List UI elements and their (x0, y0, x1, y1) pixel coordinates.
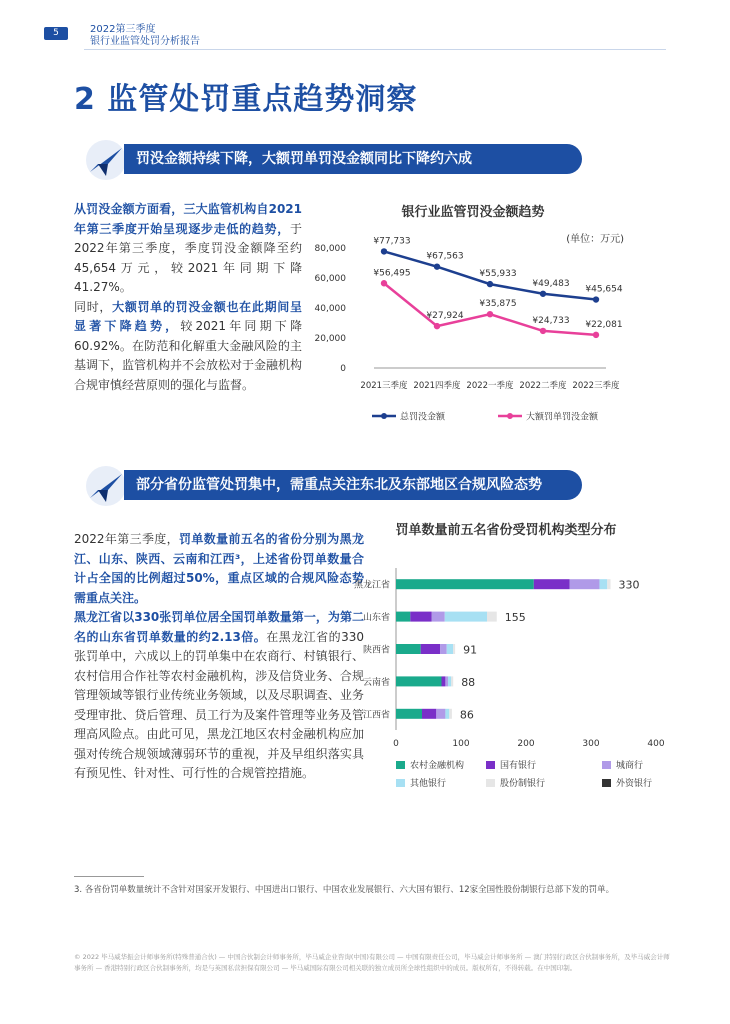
paragraph-1 (74, 200, 302, 395)
y-tick-label: 20,000 (314, 334, 346, 344)
page-number: 5 (44, 27, 68, 40)
bar-segment (607, 579, 610, 589)
paragraph-1-text-a: 于2022年第三季度，季度罚没金额降至约45,654万元，较2021年同期下降41.27%。 (74, 221, 302, 294)
data-label: ¥55,933 (479, 269, 517, 280)
bar-total-label: 155 (504, 611, 526, 625)
y-tick-label: 黑龙江省 (353, 580, 390, 591)
copyright-disclaimer: © 2022 毕马威华振会计师事务所(特殊普通合伙) — 中国合伙制会计师事务所，毕马威企业咨询(中国)有限公司 — 中国有限责任公司，毕马威会计师事务所 — 澳门特别行政区合伙制事务所，及毕马威会计师事务所 — 香港特别行政区合伙制事务所，均是与英国私营担保有限公司 — 毕马威国际有限公司相关联的独立成员所全球性组织中的成员。版权所有，不得转载。在中国印制。 (74, 953, 670, 972)
data-label: ¥49,483 (532, 278, 570, 289)
data-label: ¥24,733 (532, 315, 570, 326)
x-tick-label: 2022三季度 (572, 381, 620, 391)
bar-segment (442, 676, 446, 686)
bar-segment (432, 612, 445, 622)
bar-total-label: 91 (463, 643, 478, 657)
bar-segment (396, 676, 442, 686)
y-tick-label: 山东省 (362, 613, 390, 624)
legend-label: 大额罚单罚没金额 (526, 412, 599, 423)
data-point (487, 281, 493, 287)
y-tick-label: 0 (340, 364, 346, 374)
legend-label: 股份制银行 (500, 779, 546, 789)
bar-segment (410, 612, 431, 622)
x-tick-label: 300 (582, 739, 600, 749)
data-label: ¥56,495 (373, 268, 411, 279)
compass-arrow-icon (86, 468, 126, 506)
bar-segment (451, 676, 453, 686)
x-tick-label: 0 (393, 739, 399, 749)
bar-segment (396, 579, 534, 589)
x-tick-label: 400 (647, 739, 665, 749)
bar-segment (599, 579, 607, 589)
bar-segment (445, 676, 448, 686)
paragraph-1-bold-a: 从罚没金额方面看，三大监管机构自2021年第三季度开始呈现逐步走低的趋势， (74, 202, 302, 236)
y-tick-label: 60,000 (314, 274, 346, 284)
bar-segment (436, 709, 445, 719)
banner-1: 罚没金额持续下降，大额罚单罚没金额同比下降约六成 (124, 144, 582, 174)
paragraph-2-text-b: 在黑龙江省的330张罚单中，六成以上的罚单集中在农商行、村镇银行、农村信用合作社等农村金融机构，涉及信贷业务、合规管理领域等银行业传统业务领域，以及尽职调查、业务受理审批、贷后管理、员工行为及案件管理等业务及管理高风险点。由此可见，黑龙江地区农村金融机构应加强对传统合规领域薄弱环节的重视，并及早组织落实具有预见性、针对性、可行性的合规管控措施。 (74, 629, 365, 780)
legend-swatch (396, 761, 405, 769)
data-label: ¥77,733 (373, 236, 411, 247)
bar-chart-province-distribution (336, 518, 676, 800)
data-point (381, 280, 387, 286)
footnote-divider (74, 876, 144, 877)
data-point (593, 332, 599, 338)
bar-segment (448, 676, 451, 686)
line-chart-penalty-trend (308, 200, 638, 432)
footnote: 3. 各省份罚单数量统计不含针对国家开发银行、中国进出口银行、中国农业发展银行、六大国有银行、12家全国性股份制银行总部下发的罚单。 (74, 885, 615, 895)
y-tick-label: 陕西省 (362, 645, 390, 656)
data-point (593, 296, 599, 302)
chart-title: 银行业监管罚没金额趋势 (401, 205, 545, 220)
bar-segment (445, 709, 449, 719)
x-tick-label: 2021三季度 (360, 381, 408, 391)
data-point (434, 323, 440, 329)
legend-swatch (486, 761, 495, 769)
paragraph-1-text-c: 较2021年同期下降60.92%。在防范和化解重大金融风险的主基调下，监管机构并不会放松对于金融机构合规审慎经营原则的强化与监督。 (74, 319, 303, 392)
data-label: ¥22,081 (585, 319, 623, 330)
report-header (90, 24, 200, 48)
banner-2: 部分省份监管处罚集中，需重点关注东北及东部地区合规风险态势 (124, 470, 582, 500)
x-tick-label: 2021四季度 (413, 381, 461, 391)
data-label: ¥27,924 (426, 311, 464, 322)
y-tick-label: 江西省 (362, 710, 390, 721)
paragraph-2-text-a: 2022年第三季度， (74, 532, 180, 546)
paragraph-2-bold-a: 罚单数量前五名的省份分别为黑龙江、山东、陕西、云南和江西³，上述省份罚单数量合计占全国的比例超过50%，重点区域的合规风险态势需重点关注。 (74, 532, 364, 605)
legend-label: 国有银行 (500, 761, 537, 771)
paragraph-1-bold-b: 大额罚单的罚没金额也在此期间呈显著下降趋势， (74, 299, 302, 333)
data-label: ¥67,563 (426, 251, 464, 262)
bar-segment (570, 579, 600, 589)
legend-swatch (602, 779, 611, 787)
data-point (540, 291, 546, 297)
data-point (540, 328, 546, 334)
paragraph-2-bold-b: 黑龙江省以330张罚单位居全国罚单数量第一，为第二名的山东省罚单数量的约2.13倍。 (74, 610, 364, 644)
bar-segment (453, 644, 455, 654)
bar-segment (440, 644, 447, 654)
bar-segment (445, 612, 487, 622)
chart-title: 罚单数量前五名省份受罚机构类型分布 (395, 523, 617, 538)
y-tick-label: 云南省 (362, 677, 390, 688)
report-period: 2022第三季度 (90, 24, 156, 35)
bar-total-label: 88 (461, 675, 476, 689)
bar-segment (534, 579, 570, 589)
x-tick-label: 2022一季度 (466, 381, 514, 391)
x-tick-label: 200 (517, 739, 535, 749)
chart-unit-label: (单位：万元) (566, 234, 624, 245)
legend-marker (507, 413, 513, 419)
legend-label: 其他银行 (410, 779, 447, 789)
header-divider (84, 49, 666, 50)
data-point (434, 263, 440, 269)
bar-segment (396, 644, 421, 654)
legend-label: 城商行 (616, 761, 644, 771)
legend-swatch (396, 779, 405, 787)
bar-segment (396, 612, 410, 622)
bar-segment (449, 709, 452, 719)
paragraph-2 (74, 530, 364, 784)
x-tick-label: 2022二季度 (519, 381, 567, 391)
bar-segment (447, 644, 454, 654)
y-tick-label: 40,000 (314, 304, 346, 314)
legend-swatch (486, 779, 495, 787)
data-label: ¥35,875 (479, 299, 517, 310)
legend-marker (381, 413, 387, 419)
x-tick-label: 100 (452, 739, 470, 749)
bar-segment (422, 709, 436, 719)
data-point (487, 311, 493, 317)
compass-arrow-icon (86, 142, 126, 180)
bar-segment (421, 644, 441, 654)
legend-swatch (602, 761, 611, 769)
legend-label: 外资银行 (616, 779, 653, 789)
legend-label: 总罚没金额 (400, 412, 446, 423)
legend-label: 农村金融机构 (410, 761, 465, 771)
bar-total-label: 330 (618, 578, 640, 592)
report-name: 银行业监管处罚分析报告 (90, 36, 200, 47)
section-title: 2 监管处罚重点趋势洞察 (74, 82, 418, 117)
data-label: ¥45,654 (585, 284, 623, 295)
bar-total-label: 86 (459, 708, 474, 722)
y-tick-label: 80,000 (314, 244, 346, 254)
data-point (381, 248, 387, 254)
bar-segment (396, 709, 422, 719)
paragraph-1-text-b: 同时， (74, 299, 113, 314)
bar-segment (487, 612, 497, 622)
